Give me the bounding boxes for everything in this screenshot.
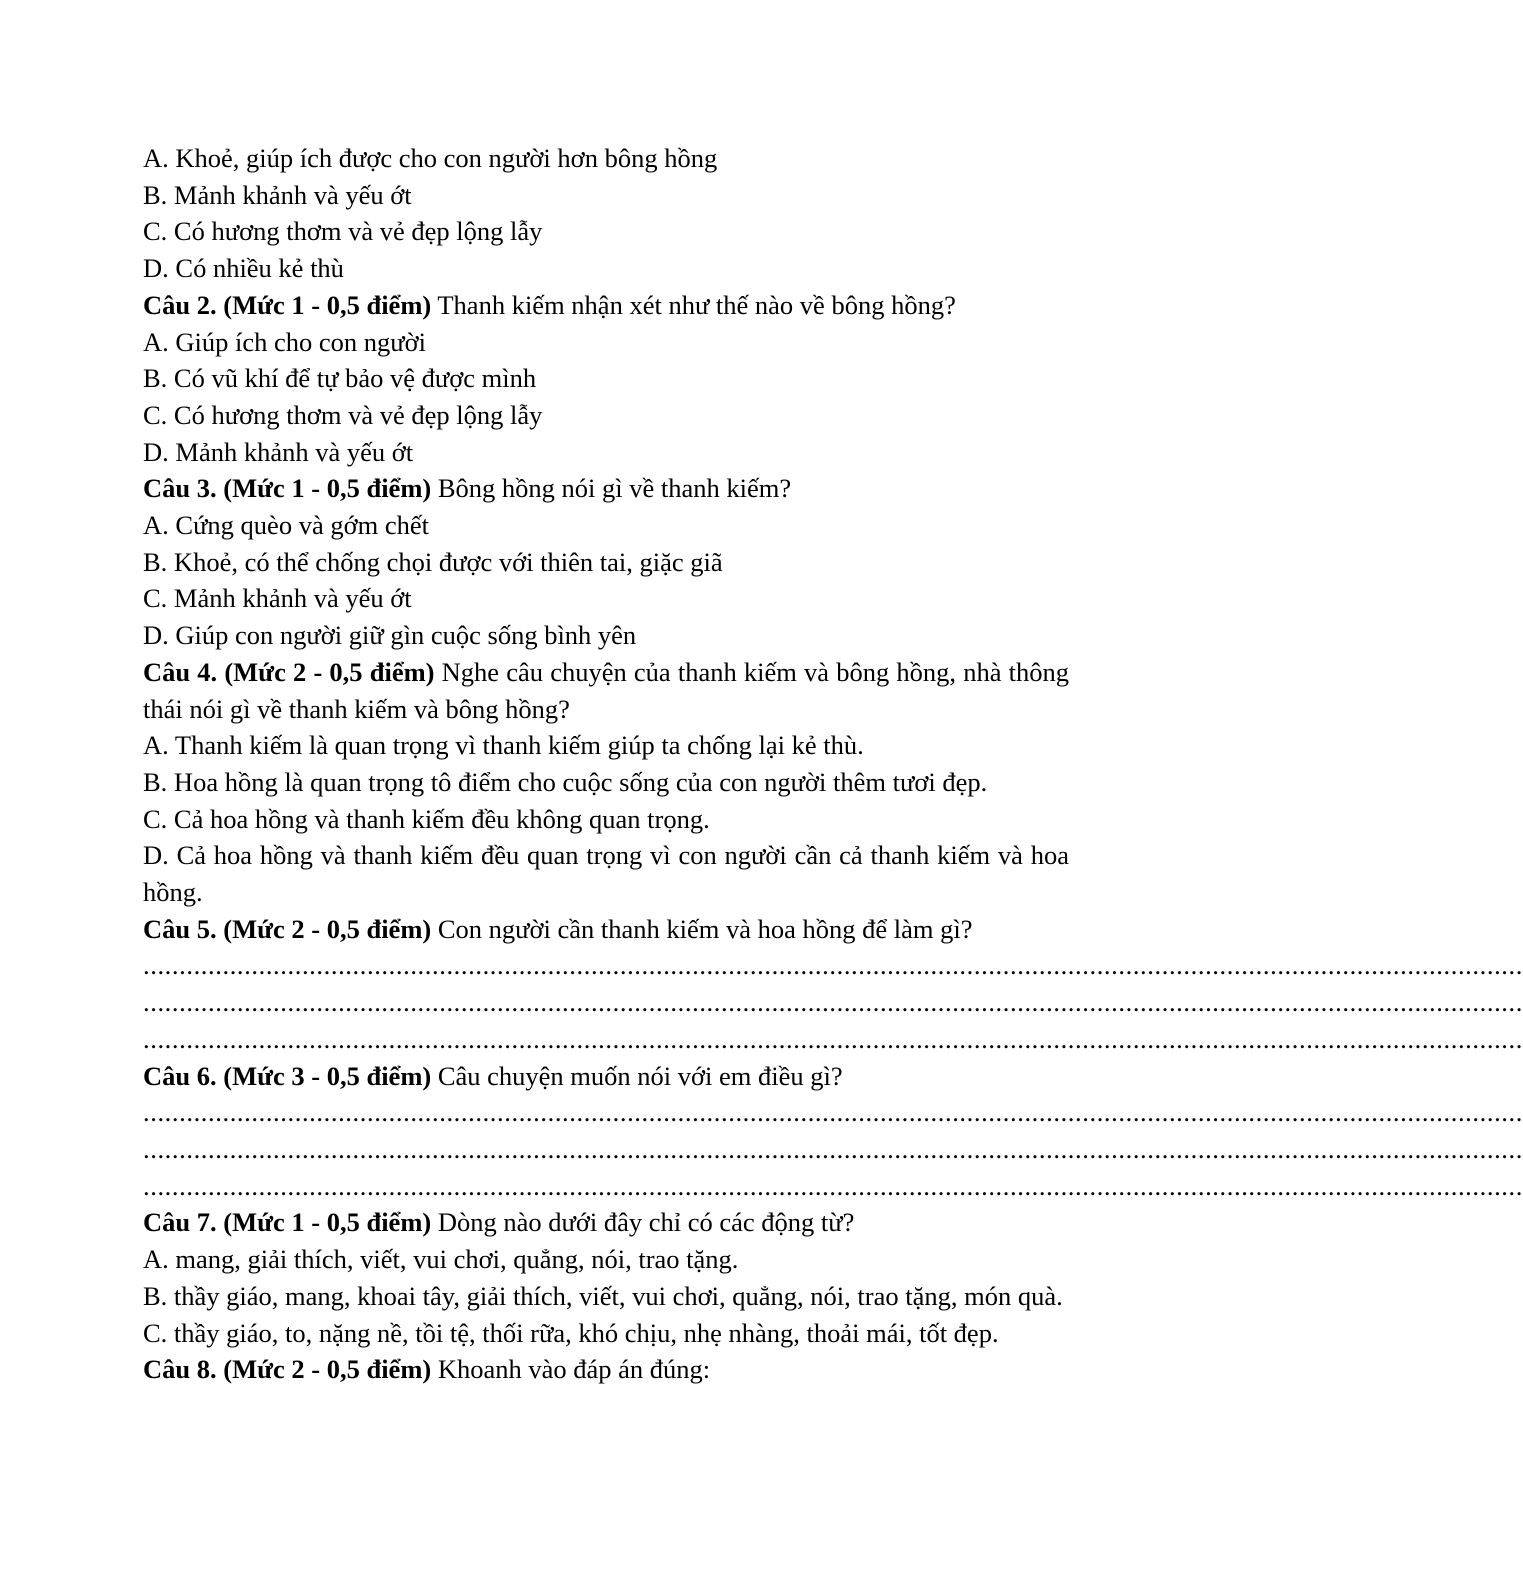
answer-line[interactable]: ............................................................................................................................................................................................... [143, 987, 1523, 1018]
q1-option-c: C. Có hương thơm và vẻ đẹp lộng lẫy [143, 216, 543, 247]
answer-line[interactable]: ............................................................................................................................................................................................... [143, 1133, 1523, 1164]
question-2-text: Thanh kiếm nhận xét như thế nào về bông hồng? [431, 289, 956, 320]
q3-option-a: A. Cứng quèo và gớm chết [143, 510, 429, 541]
question-4-text: Nghe câu chuyện của thanh kiếm và bông hồng, nhà thông thái nói gì về thanh kiếm và bông hồng? [143, 656, 1069, 724]
answer-line[interactable]: ............................................................................................................................................................................................... [143, 950, 1523, 981]
question-7-heading: Câu 7. (Mức 1 - 0,5 điểm) [143, 1207, 432, 1238]
q4-option-d: D. Cả hoa hồng và thanh kiếm đều quan trọng vì con người cần cả thanh kiếm và hoa hồng. [143, 840, 1069, 908]
q1-option-d: D. Có nhiều kẻ thù [143, 253, 344, 284]
q2-option-b: B. Có vũ khí để tự bảo vệ được mình [143, 363, 537, 394]
question-3 [143, 470, 1069, 507]
question-3-text: Bông hồng nói gì về thanh kiếm? [431, 473, 792, 504]
q1-option-a: A. Khoẻ, giúp ích được cho con người hơn bông hồng [143, 143, 718, 173]
q7-option-a: A. mang, giải thích, viết, vui chơi, quẳng, nói, trao tặng. [143, 1244, 739, 1275]
question-4 [143, 654, 1069, 727]
q7-option-b: B. thầy giáo, mang, khoai tây, giải thích, viết, vui chơi, quẳng, nói, trao tặng, món quà. [143, 1280, 1063, 1311]
question-7-text: Dòng nào dưới đây chỉ có các động từ? [431, 1207, 855, 1238]
question-5 [143, 911, 1069, 948]
answer-line[interactable]: ............................................................................................................................................................................................... [143, 1023, 1523, 1054]
q4-option-a: A. Thanh kiếm là quan trọng vì thanh kiếm giúp ta chống lại kẻ thù. [143, 730, 864, 761]
question-6-heading: Câu 6. (Mức 3 - 0,5 điểm) [143, 1060, 432, 1091]
question-5-text: Con người cần thanh kiếm và hoa hồng để làm gì? [431, 913, 973, 944]
q7-option-c: C. thầy giáo, to, nặng nề, tồi tệ, thối rữa, khó chịu, nhẹ nhàng, thoải mái, tốt đẹp. [143, 1317, 999, 1348]
q1-option-b: B. Mảnh khảnh và yếu ớt [143, 179, 412, 210]
q4-option-b: B. Hoa hồng là quan trọng tô điểm cho cuộc sống của con người thêm tươi đẹp. [143, 766, 988, 797]
q3-option-c: C. Mảnh khảnh và yếu ớt [143, 583, 412, 614]
question-4-heading: Câu 4. (Mức 2 - 0,5 điểm) [143, 656, 435, 687]
q3-option-b: B. Khoẻ, có thể chống chọi được với thiên tai, giặc giã [143, 546, 723, 577]
question-2 [143, 287, 1069, 324]
question-3-heading: Câu 3. (Mức 1 - 0,5 điểm) [143, 473, 432, 504]
q2-option-c: C. Có hương thơm và vẻ đẹp lộng lẫy [143, 399, 543, 430]
question-5-heading: Câu 5. (Mức 2 - 0,5 điểm) [143, 913, 432, 944]
question-2-heading: Câu 2. (Mức 1 - 0,5 điểm) [143, 289, 432, 320]
question-6-text: Câu chuyện muốn nói với em điều gì? [431, 1060, 843, 1091]
answer-line[interactable]: ............................................................................................................................................................................................... [143, 1170, 1523, 1201]
question-8-text: Khoanh vào đáp án đúng: [431, 1354, 711, 1385]
q4-option-c: C. Cả hoa hồng và thanh kiếm đều không quan trọng. [143, 803, 710, 834]
worksheet-page [143, 140, 1523, 1388]
q3-option-d: D. Giúp con người giữ gìn cuộc sống bình yên [143, 620, 637, 651]
q2-option-d: D. Mảnh khảnh và yếu ớt [143, 436, 414, 467]
question-7 [143, 1204, 1069, 1241]
question-8 [143, 1351, 1069, 1388]
q2-option-a: A. Giúp ích cho con người [143, 326, 427, 357]
answer-line[interactable]: ............................................................................................................................................................................................... [143, 1097, 1523, 1128]
question-8-heading: Câu 8. (Mức 2 - 0,5 điểm) [143, 1354, 432, 1385]
question-6 [143, 1058, 1069, 1095]
